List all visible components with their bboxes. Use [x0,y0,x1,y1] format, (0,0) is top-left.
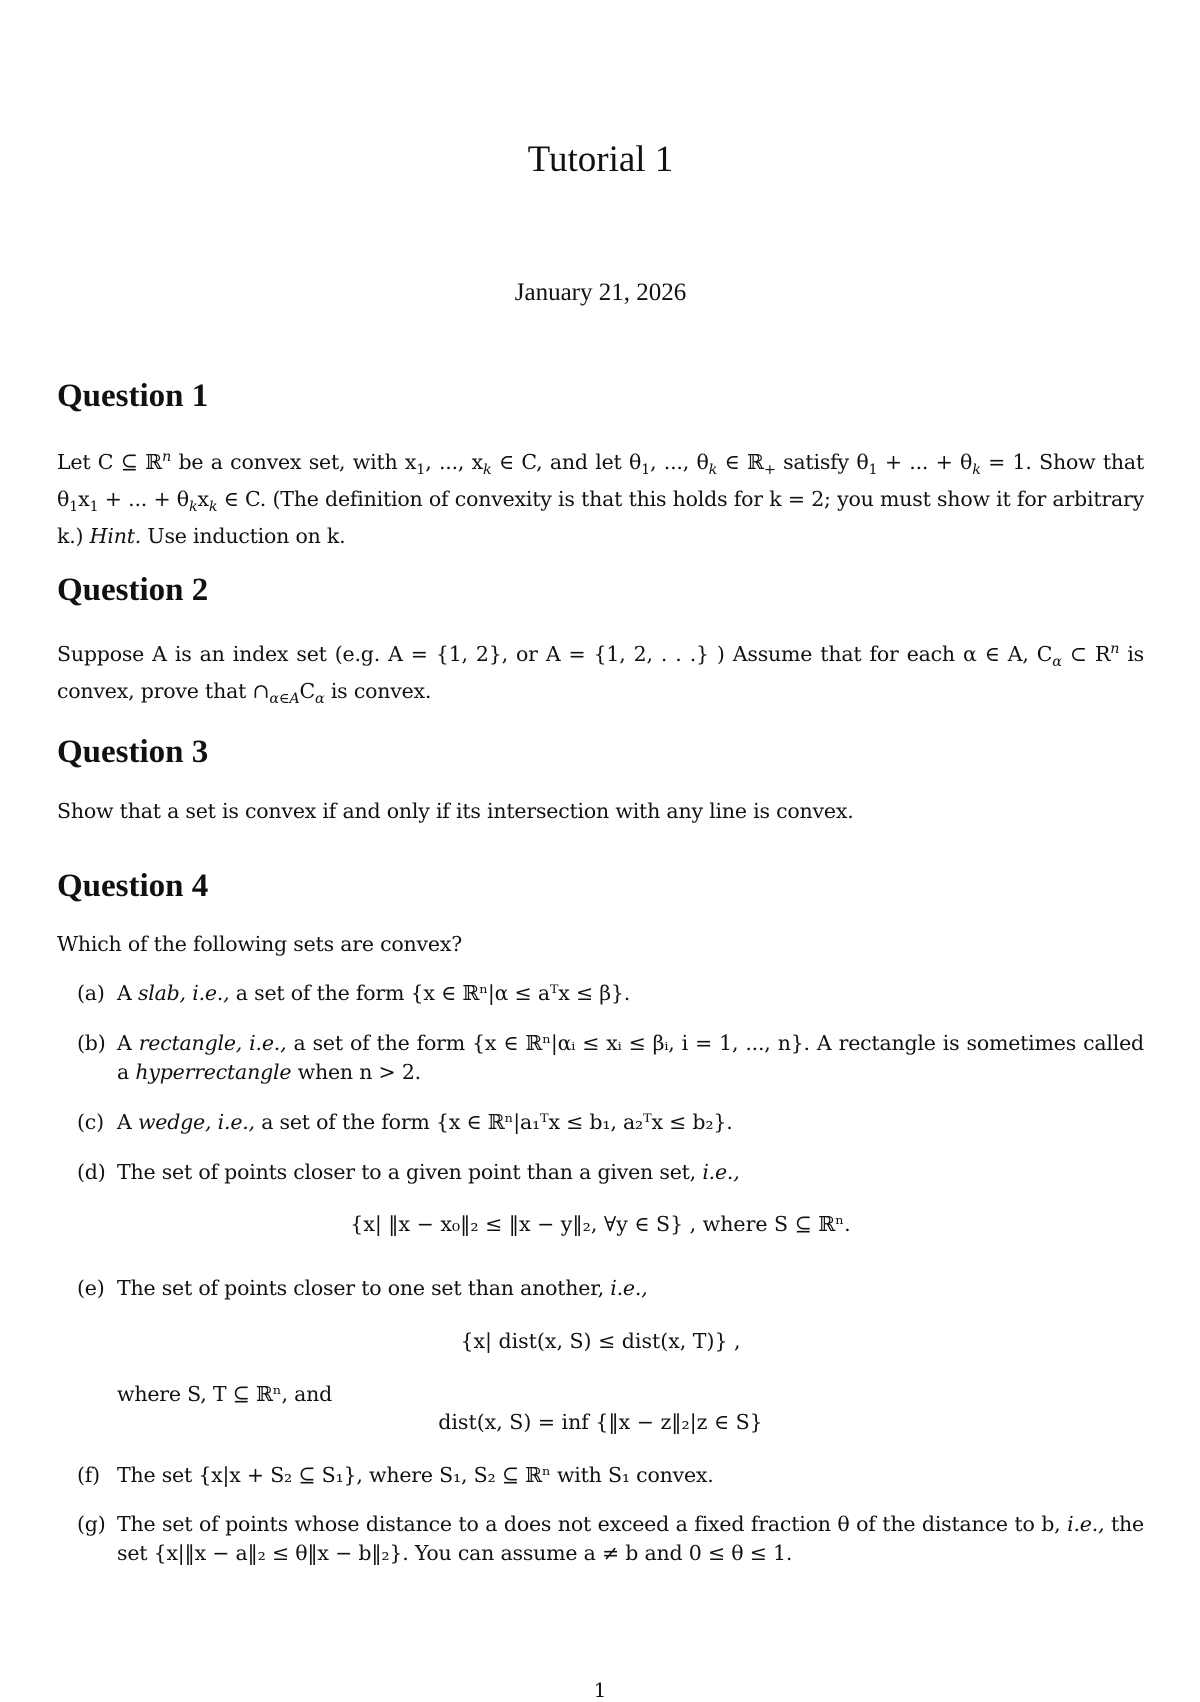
question-3-heading: Question 3 [57,734,209,770]
hint-label: Hint. [89,524,142,549]
question-4-item-d-formula: {x| ‖x − x₀‖₂ ≤ ‖x − y‖₂, ∀y ∈ S} , where S ⊆ ℝⁿ. [350,1212,851,1236]
question-1-heading: Question 1 [57,378,209,414]
document-title: Tutorial 1 [527,139,674,180]
question-1-text: Let C ⊆ ℝ$^n$ be a convex set, with $x_1$, ..., $x_k$ ∈ C, and let $\theta_1$, ..., $\theta_k$ ∈ ℝ$_+$ satisfy $\theta_1$ + ... + $\theta_k = 1$. Show that $\theta_1x_1$ + ... + $\theta_kx_k$ ∈ C. (The definition of convexity is that this holds for k = 2; you must show it for arbitrary k.) Hint. Use induction on k. [57,449,1144,549]
question-4-intro: Which of the following sets are convex? [57,932,462,956]
question-2-text: Suppose A is an index set (e.g. A = {1, 2}, or A = {1, 2, . . .} ) Assume that for each α ∈ A, $C_\alpha$ ⊂ $R^n$ is convex, prove that $\cap_{\alpha\in A}C_\alpha$ is convex. [57,641,1145,708]
page-number: 1 [593,1678,607,1702]
question-4-heading: Question 4 [57,868,209,904]
question-2-heading: Question 2 [57,572,209,608]
question-3-text: Show that a set is convex if and only if its intersection with any line is convex. [57,799,854,823]
question-4-item-e-formula: {x| dist(x, S) ≤ dist(x, T)} , [460,1329,741,1353]
question-4-item-e-dist-formula: dist(x, S) = inf {‖x − z‖₂|z ∈ S} [438,1410,763,1434]
document-date: January 21, 2026 [514,279,687,306]
